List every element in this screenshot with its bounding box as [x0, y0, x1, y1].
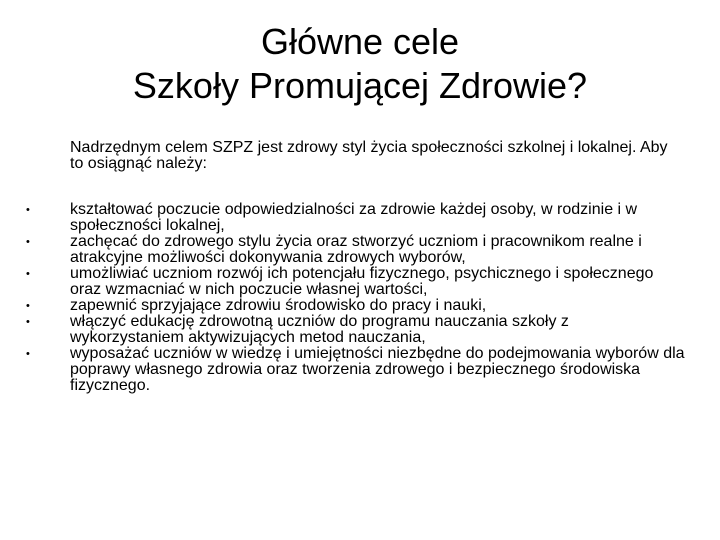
list-item-text: wyposażać uczniów w wiedzę i umiejętności niezbędne do podejmowania wyborów dla poprawy własnego zdrowia oraz tworzenia zdrowego i bezpiecznego środowiska fizycznego. [70, 345, 685, 394]
bullet-icon: • [26, 348, 30, 360]
title-line-2: Szkoły Promującej Zdrowie? [132, 65, 588, 106]
bullet-icon: • [26, 316, 30, 328]
list-item-text: włączyć edukację zdrowotną uczniów do programu nauczania szkoły z wykorzystaniem aktywizujących metod nauczania, [70, 313, 569, 346]
list-item [26, 202, 686, 234]
list-item [26, 346, 686, 394]
list-item-text: kształtować poczucie odpowiedzialności za zdrowie każdej osoby, w rodzinie i w społeczności lokalnej, [70, 201, 638, 234]
goals-list [26, 202, 686, 394]
list-item-text: zapewnić sprzyjające zdrowiu środowisko do pracy i nauki, [70, 297, 487, 314]
title-line-1: Główne cele [260, 21, 460, 62]
bullet-icon: • [26, 236, 30, 248]
intro-paragraph: Nadrzędnym celem SZPZ jest zdrowy styl życia społeczności szkolnej i lokalnej. Aby to osiągnąć należy: [70, 139, 668, 172]
list-item [26, 234, 686, 266]
list-item [26, 266, 686, 298]
bullet-icon: • [26, 204, 30, 216]
list-item-text: zachęcać do zdrowego stylu życia oraz stworzyć uczniom i pracownikom realne i atrakcyjne możliwości dokonywania zdrowych wyborów, [70, 233, 642, 266]
list-item [26, 314, 686, 346]
slide-title [0, 20, 720, 108]
list-item-text: umożliwiać uczniom rozwój ich potencjału fizycznego, psychicznego i społecznego oraz wzmacniać w nich poczucie własnej wartości, [70, 265, 654, 298]
bullet-icon: • [26, 300, 30, 312]
bullet-icon: • [26, 268, 30, 280]
list-item [26, 298, 686, 314]
